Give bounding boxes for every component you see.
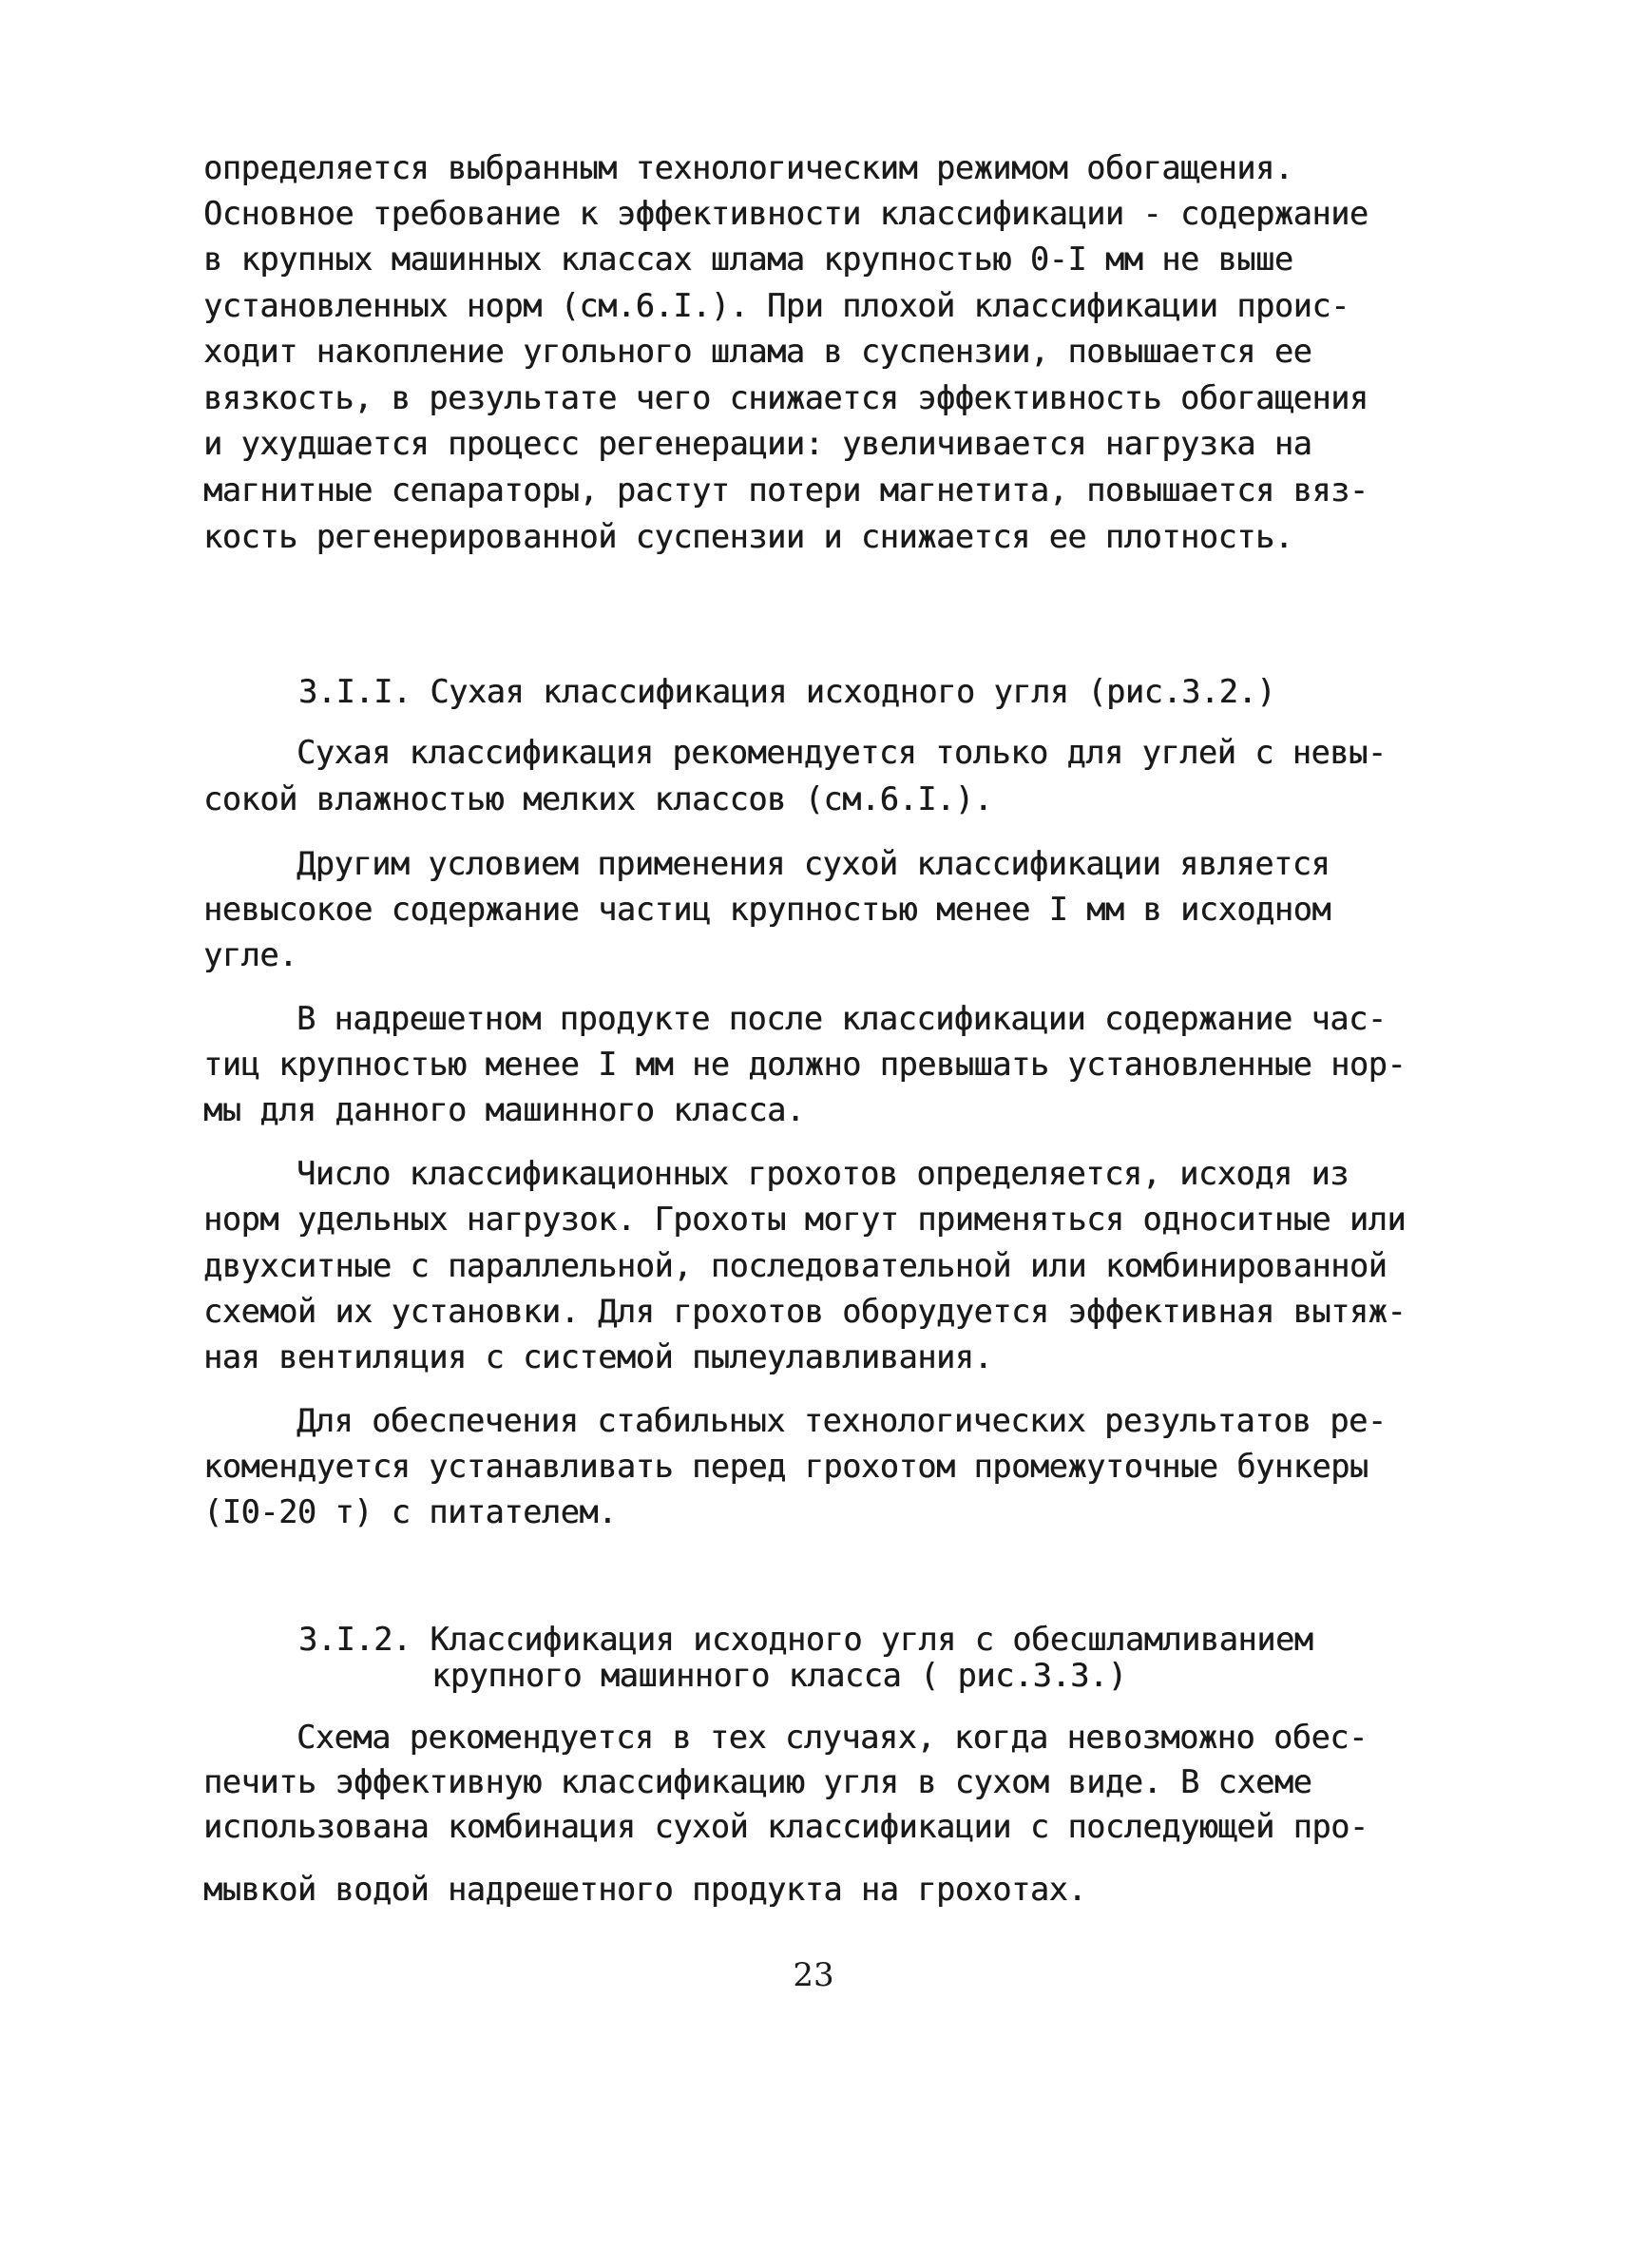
s1p4-line-5: ная вентиляция с системой пылеулавливания. [203,1338,993,1375]
intro-line-3: в крупных машинных классах шлама крупностью 0-I мм не выше [203,240,1293,278]
s1p1-line-1: Сухая классификация рекомендуется только для углей с невы- [297,734,1387,771]
s1p3-line-3: мы для данного машинного класса. [203,1091,805,1128]
s2p1-line-4: мывкой водой надрешетного продукта на грохотах. [203,1871,1087,1908]
intro-line-2: Основное требование к эффективности классификации - содержание [203,195,1369,232]
s1p3-line-1: В надрешетном продукте после классификации содержание час- [297,1000,1387,1037]
s1p5-line-3: (I0-20 т) с питателем. [203,1493,617,1530]
s2p1-line-3: использована комбинация сухой классификации с последующей про- [203,1808,1369,1845]
s1p5-line-2: комендуется устанавливать перед грохотом промежуточные бункеры [203,1448,1369,1485]
s1p2-line-3: угле. [203,936,297,973]
intro-line-4: установленных норм (см.6.I.). При плохой классификации проис- [203,287,1349,324]
page-number: 23 [793,1956,834,1994]
s1p4-line-4: схемой их установки. Для грохотов оборудуется эффективная вытяж- [203,1293,1407,1330]
s1p2-line-1: Другим условием применения сухой классификации является [297,845,1330,882]
s1p2-line-2: невысокое содержание частиц крупностью менее I мм в исходном [203,891,1331,928]
intro-line-6: вязкость, в результате чего снижается эффективность обогащения [203,379,1369,416]
intro-line-1: определяется выбранным технологическим режимом обогащения. [203,149,1293,186]
section-heading-3-1-1: 3.I.I. Сухая классификация исходного угля (рис.3.2.) [298,673,1275,710]
s1p4-line-1: Число классификационных грохотов определяется, исходя из [297,1155,1349,1192]
intro-line-5: ходит накопление угольного шлама в суспензии, повышается ее [203,333,1312,370]
s1p5-line-1: Для обеспечения стабильных технологических результатов ре- [297,1402,1387,1439]
section-heading-3-1-2-line-1: 3.I.2. Классификация исходного угля с обесшламливанием [298,1621,1313,1658]
s2p1-line-2: печить эффективную классификацию угля в сухом виде. В схеме [203,1763,1312,1800]
intro-line-8: магнитные сепараторы, растут потери магнетита, повышается вяз- [203,471,1369,509]
s1p3-line-2: тиц крупностью менее I мм не должно превышать установленные нор- [203,1046,1407,1083]
s1p4-line-2: норм удельных нагрузок. Грохоты могут применяться односитные или [203,1201,1407,1238]
section-heading-3-1-2-line-2: крупного машинного класса ( рис.3.3.) [431,1657,1127,1694]
s1p4-line-3: двухситные с параллельной, последовательной или комбинированной [203,1247,1388,1284]
s2p1-line-1: Схема рекомендуется в тех случаях, когда невозможно обес- [297,1719,1368,1756]
intro-line-9: кость регенерированной суспензии и снижается ее плотность. [203,518,1293,555]
s1p1-line-2: сокой влажностью мелких классов (см.6.I.). [203,780,993,817]
intro-line-7: и ухудшается процесс регенерации: увеличивается нагрузка на [203,425,1312,462]
